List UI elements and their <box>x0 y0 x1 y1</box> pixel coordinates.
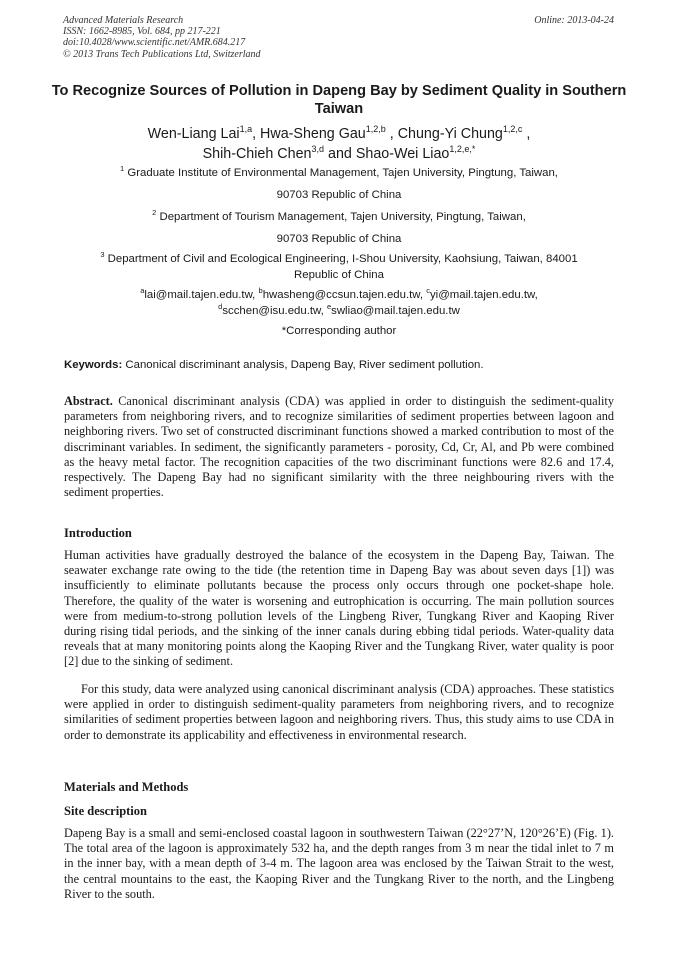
affiliation-3 <box>40 252 638 283</box>
introduction-paragraph-1: Human activities have gradually destroyed the balance of the ecosystem in the Dapeng Bay, Taiwan. The seawater exchange rate owing to the tide (the retention time in Dapeng Bay was about seven days [1]) was insufficiently to eliminate pollutants because the process only occurs through one pocket-shape hole. Therefore, the quality of the water is worsening and eutrophication is occurring. The main pollution sources were from medium-to-strong pollution levels of the Lingbeng River, Tungkang River and Kaoping River during rising tidal periods, and the sinking of the inner canals during ebbing tidal periods. Water-quality data reveals that at many monitoring points along the Kaoping River and the Tungkang River, water quality is poor [2] due to the sinking of sediment. <box>64 548 614 669</box>
email-link[interactable]: hwasheng@ccsun.tajen.edu.tw, <box>262 289 424 301</box>
author-name: Chung-Yi Chung <box>397 126 503 142</box>
affiliation-number: 1 <box>120 164 125 174</box>
affiliation-number: 2 <box>152 208 157 218</box>
journal-header <box>63 15 261 60</box>
email-link[interactable]: lai@mail.tajen.edu.tw, <box>144 289 256 301</box>
affiliation-1 <box>40 166 638 203</box>
author-sup: 1,2,e,* <box>449 144 476 155</box>
copyright-line: © 2013 Trans Tech Publications Ltd, Switzerland <box>63 48 261 60</box>
paper-title: To Recognize Sources of Pollution in Dapeng Bay by Sediment Quality in Southern Taiwan <box>51 83 627 117</box>
affiliation-number: 3 <box>100 250 105 260</box>
introduction-heading: Introduction <box>64 526 132 540</box>
issn-line: ISSN: 1662-8985, Vol. 684, pp 217-221 <box>63 26 221 38</box>
email-sup: e <box>326 301 332 311</box>
email-link[interactable]: yi@mail.tajen.edu.tw, <box>429 289 538 301</box>
affiliation-text: Republic of China <box>294 268 384 281</box>
author-sep: , <box>385 126 398 142</box>
author-name: Shih-Chieh Chen <box>202 146 312 162</box>
author-line-1 <box>40 124 638 144</box>
affiliation-text: Department of Tourism Management, Tajen University, Pingtung, Taiwan, <box>159 211 526 223</box>
affiliation-text: Graduate Institute of Environmental Management, Tajen University, Pingtung, Taiwan, <box>127 167 558 179</box>
introduction-paragraph-2: For this study, data were analyzed using canonical discriminant analysis (CDA) approaches. These statistics were applied in order to distinguish sediment-quality parameters from neighboring rivers, and to recognize similarities of sediment properties between lagoon and neighboring rivers. Thus, this study aims to use CDA in order to demonstrate its applicability and effectiveness in environmental research. <box>64 682 614 742</box>
author-sup: 1,2,b <box>365 124 386 135</box>
author-sep: , <box>522 126 531 142</box>
author-sep: , <box>252 126 261 142</box>
affiliation-2 <box>40 210 638 247</box>
author-sup: 3,d <box>311 144 325 155</box>
email-sup: c <box>426 286 430 296</box>
email-sup: d <box>218 301 223 311</box>
keywords-label: Keywords: <box>64 359 123 371</box>
author-sup: 1,2,c <box>502 124 523 135</box>
email-list <box>40 288 638 319</box>
online-date: Online: 2013-04-24 <box>534 15 614 26</box>
affiliation-text: 90703 Republic of China <box>276 232 402 245</box>
author-sep: and <box>324 146 356 162</box>
abstract-text: Canonical discriminant analysis (CDA) was applied in order to distinguish the sediment-quality parameters from neighboring rivers, and to recognize similarities of sediment properties between lagoon and neighboring rivers. Two set of constructed discriminant functions showed a marked contribution to most of the discriminant variables. In sediment, the significantly parameters - porosity, Cd, Cr, Al, and Pb were combined as the heavy metal factor. The recognition capacities of the two discriminant functions were 82.6 and 17.4, respectively. The Dapeng Bay had no significant similarity with the three neighbouring rivers with the sediment properties. <box>64 394 615 500</box>
author-name: Wen-Liang Lai <box>147 126 240 142</box>
email-sup: a <box>140 286 145 296</box>
author-list <box>40 124 638 164</box>
abstract-label: Abstract. <box>64 394 113 408</box>
site-description-heading: Site description <box>64 804 147 818</box>
author-name: Shao-Wei Liao <box>355 146 450 162</box>
doi-line: doi:10.4028/www.scientific.net/AMR.684.217 <box>63 37 246 49</box>
email-link[interactable]: scchen@isu.edu.tw, <box>222 304 324 317</box>
journal-name: Advanced Materials Research <box>63 15 184 26</box>
keywords-text: Canonical discriminant analysis, Dapeng Bay, River sediment pollution. <box>125 359 484 371</box>
affiliation-text: Department of Civil and Ecological Engineering, I-Shou University, Kaohsiung, Taiwan, 84001 <box>107 253 578 265</box>
email-sup: b <box>258 286 263 296</box>
author-name: Hwa-Sheng Gau <box>260 126 366 142</box>
author-line-2 <box>40 144 638 164</box>
keywords <box>64 359 484 371</box>
abstract <box>64 394 614 500</box>
email-link[interactable]: swliao@mail.tajen.edu.tw <box>331 304 460 317</box>
methods-heading: Materials and Methods <box>64 780 189 794</box>
methods-paragraph-1: Dapeng Bay is a small and semi-enclosed coastal lagoon in southwestern Taiwan (22°27’N, 120°26’E) (Fig. 1). The total area of the lagoon is approximately 532 ha, and the depth ranges from 3 m near the tidal inlet to 7 m in the inner bay, with a mean depth of 3-4 m. The lagoon area was enclosed by the Taiwan Strait to the west, the central mountains to the east, the Kaoping River and the Tungkang River to the north, and the Lingbeng River to the south. <box>64 826 614 901</box>
author-sup: 1,a <box>239 124 253 135</box>
corresponding-author: *Corresponding author <box>281 325 397 337</box>
affiliation-text: 90703 Republic of China <box>276 188 402 201</box>
